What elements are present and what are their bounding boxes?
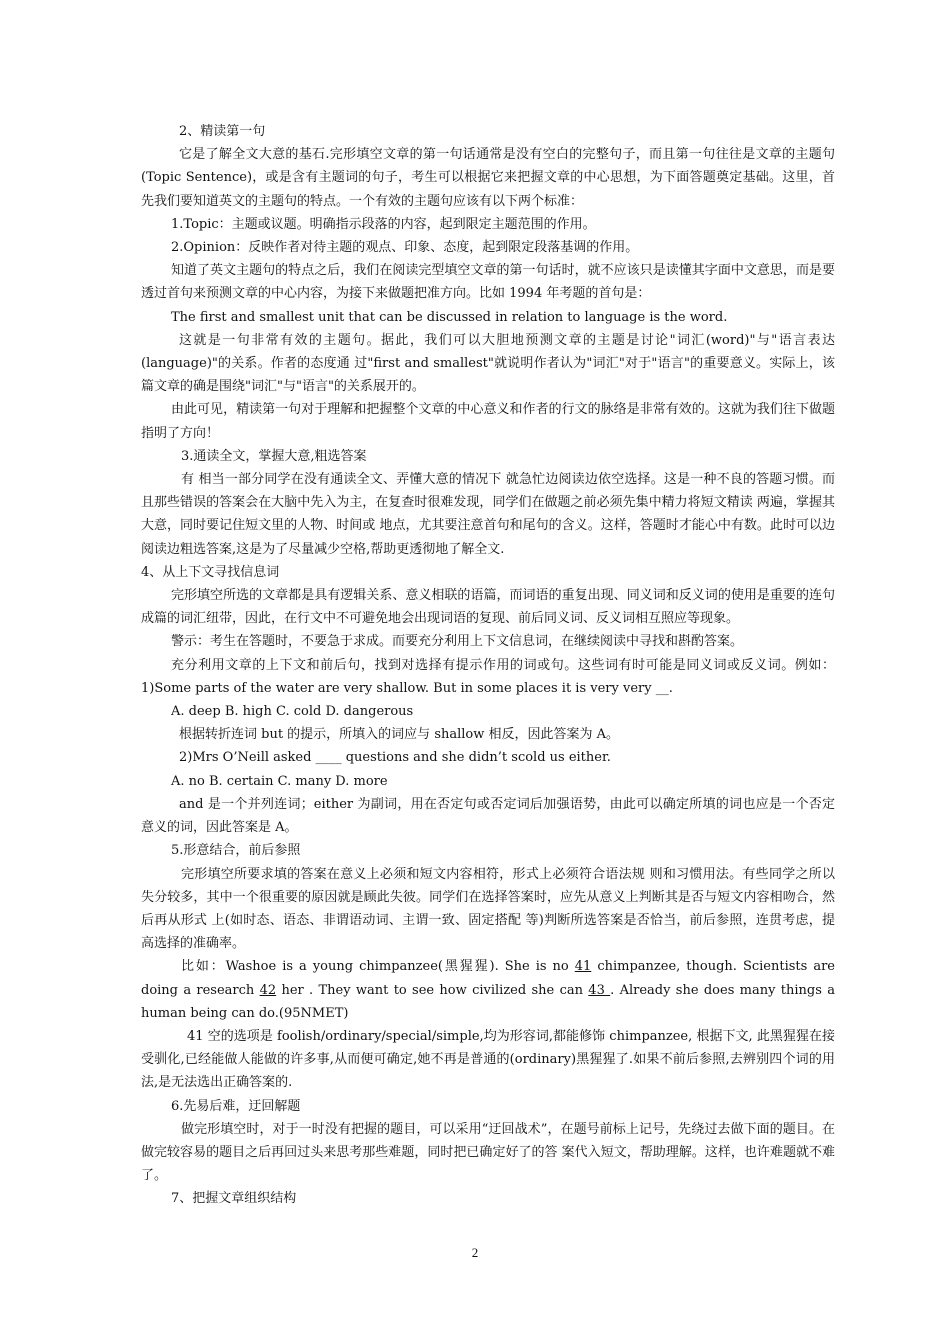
paragraph: 完形填空所要求填的答案在意义上必须和短文内容相符，形式上必须符合语法规 则和习惯用法。有些同学之所以失分较多，其中一个很重要的原因就是顾此失彼。同学们在选择答案时，应先从意义上判断其是否与短文内容相吻合，然后再从形式 上(如时态、语态、非谓语动词、主谓一致、固定搭配 等)判断所选答案是否恰当，前后参照，连贯考虑，提高选择的准确率。 bbox=[141, 866, 835, 952]
paragraph: 做完形填空时，对于一时没有把握的题目，可以采用“迂回战术”，在题号前标上记号，先绕过去做下面的题目。在做完较容易的题目之后再回过头来思考那些难题，同时把已确定好了的答 案代入短文，帮助理解。这样，也许难题就不难了。 bbox=[141, 1121, 835, 1184]
paragraph: 这就是一句非常有效的主题句。据此，我们可以大胆地预测文章的主题是讨论"词汇(word)"与"语言表达(language)"的关系。作者的态度通 过"first and smallest"就说明作者认为"词汇"对于"语言"的重要意义。实际上，该篇文章的确是围绕"词汇"与"语言"的关系展开的。 bbox=[141, 332, 835, 395]
section-heading: 4、从上下文寻找信息词 bbox=[141, 564, 280, 580]
paragraph: 有 相当一部分同学在没有通读全文、弄懂大意的情况下 就急忙边阅读边依空选择。这是一种不良的答题习惯。而且那些错误的答案会在大脑中先入为主，在复查时很难发现，同学们在做题之前必须先集中精力将短文精读 两遍，掌握其大意，同时要记住短文里的人物、时间或 地点，尤其要注意首句和尾句的含义。这样，答题时才能心中有数。此时可以边阅读边粗选答案,这是为了尽量减少空格,帮助更透彻地了解全文. bbox=[141, 472, 835, 557]
example-paragraph bbox=[141, 955, 835, 1025]
example-text: . Already she does many things a human being can do.(95NMET) bbox=[141, 982, 835, 1021]
paragraph: 充分利用文章的上下文和前后句，找到对选择有提示作用的词或句。这些词有时可能是同义词或反义词。例如：1)Some parts of the water are very shallow. But in some places it is very very __. bbox=[141, 657, 835, 696]
paragraph: and 是一个并列连词；either 为副词，用在否定句或否定词后加强语势，由此可以确定所填的词也应是一个否定意义的词，因此答案是 A。 bbox=[141, 796, 835, 836]
example-text: chimpanzee, though. Scientists are doing a research bbox=[141, 959, 835, 998]
paragraph: 1.Topic：主题或议题。明确指示段落的内容，起到限定主题范围的作用。 bbox=[171, 216, 596, 232]
example-text: 比如：Washoe is a young chimpanzee(黑猩猩). She is no bbox=[181, 959, 575, 975]
example-sentence: The first and smallest unit that can be discussed in relation to language is the word. bbox=[171, 309, 728, 325]
blank-number: 43 bbox=[588, 982, 611, 998]
example-sentence: 2)Mrs O’Neill asked ____ questions and she didn’t scold us either. bbox=[179, 750, 611, 766]
paragraph: 警示：考生在答题时，不要急于求成。而要充分利用上下文信息词，在继续阅读中寻找和斟酌答案。 bbox=[171, 634, 744, 650]
paragraph: 完形填空所选的文章都是具有逻辑关系、意义相联的语篇，而词语的重复出现、同义词和反义词的使用是重要的连句成篇的词汇纽带，因此，在行文中不可避免地会出现词语的复现、前后同义词、反义词相互照应等现象。 bbox=[141, 588, 835, 627]
paragraph: 根据转折连词 but 的提示，所填入的词应与 shallow 相反，因此答案为 A。 bbox=[179, 727, 620, 743]
paragraph: 41 空的选项是 foolish/ordinary/special/simple,均为形容词,都能修饰 chimpanzee, 根据下文, 此黑猩猩在接受驯化,已经能做人能做的许多事,从而便可确定,她不再是普通的(ordinary)黑猩猩了.如果不前后参照,去辨别四个词的用法,是无法选出正确答案的. bbox=[141, 1028, 835, 1091]
paragraph: 由此可见，精读第一句对于理解和把握整个文章的中心意义和作者的行文的脉络是非常有效的。这就为我们往下做题指明了方向！ bbox=[141, 402, 835, 441]
blank-number: 42 bbox=[259, 982, 277, 998]
blank-number: 41 bbox=[574, 959, 592, 975]
section-heading: 6.先易后难，迂回解题 bbox=[171, 1098, 301, 1114]
answer-options: A. deep B. high C. cold D. dangerous bbox=[171, 704, 414, 720]
document-body bbox=[141, 120, 835, 1211]
section-heading: 7、把握文章组织结构 bbox=[171, 1191, 297, 1207]
example-text: her . They want to see how civilized she can bbox=[276, 982, 589, 998]
paragraph: 知道了英文主题句的特点之后，我们在阅读完型填空文章的第一句话时，就不应该只是读懂其字面中文意思，而是要透过首句来预测文章的中心内容，为接下来做题把准方向。比如 1994 年考题的首句是： bbox=[141, 263, 835, 302]
section-heading: 2、精读第一句 bbox=[179, 124, 266, 139]
page-number: 2 bbox=[471, 1245, 479, 1260]
paragraph: 它是了解全文大意的基石.完形填空文章的第一句话通常是没有空白的完整句子，而且第一句往往是文章的主题句(Topic Sentence)，或是含有主题词的句子，考生可以根据它来把握文章的中心思想，为下面答题奠定基础。这里，首先我们要知道英文的主题句的特点。一个有效的主题句应该有以下两个标准： bbox=[141, 147, 835, 209]
answer-options: A. no B. certain C. many D. more bbox=[171, 773, 388, 789]
section-heading: 5.形意结合，前后参照 bbox=[171, 843, 301, 859]
section-heading: 3.通读全文，掌握大意,粗选答案 bbox=[181, 448, 367, 464]
paragraph: 2.Opinion：反映作者对待主题的观点、印象、态度，起到限定段落基调的作用。 bbox=[171, 240, 639, 256]
